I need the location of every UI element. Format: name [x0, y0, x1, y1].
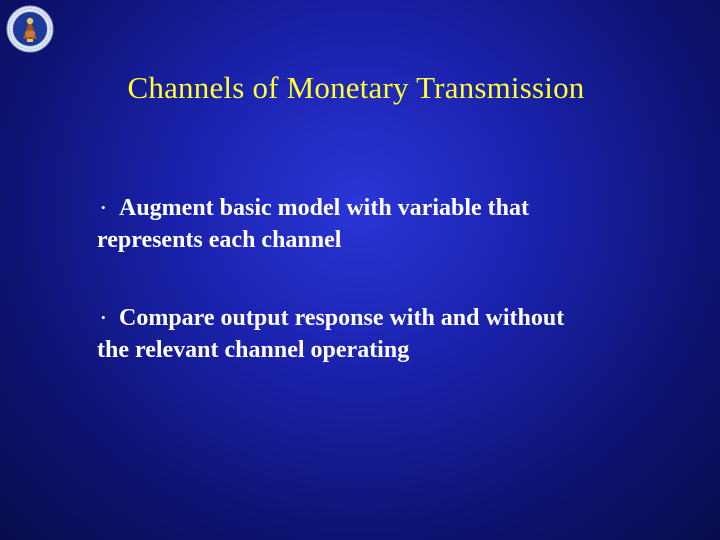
- seal-icon: [6, 5, 54, 53]
- bullet-text-line-2: represents each channel: [97, 227, 342, 253]
- bullet-list: [97, 192, 697, 412]
- bullet-icon: •: [101, 200, 106, 215]
- bullet-text-line-2: the relevant channel operating: [97, 337, 410, 363]
- bullet-text-line-1: Compare output response with and without: [119, 305, 565, 331]
- bullet-text-line-1: Augment basic model with variable that: [119, 195, 529, 221]
- slide-title: Channels of Monetary Transmission: [127, 70, 585, 105]
- bullet-icon: •: [101, 310, 106, 325]
- bullet-item: [97, 302, 697, 366]
- bullet-item: [97, 192, 697, 256]
